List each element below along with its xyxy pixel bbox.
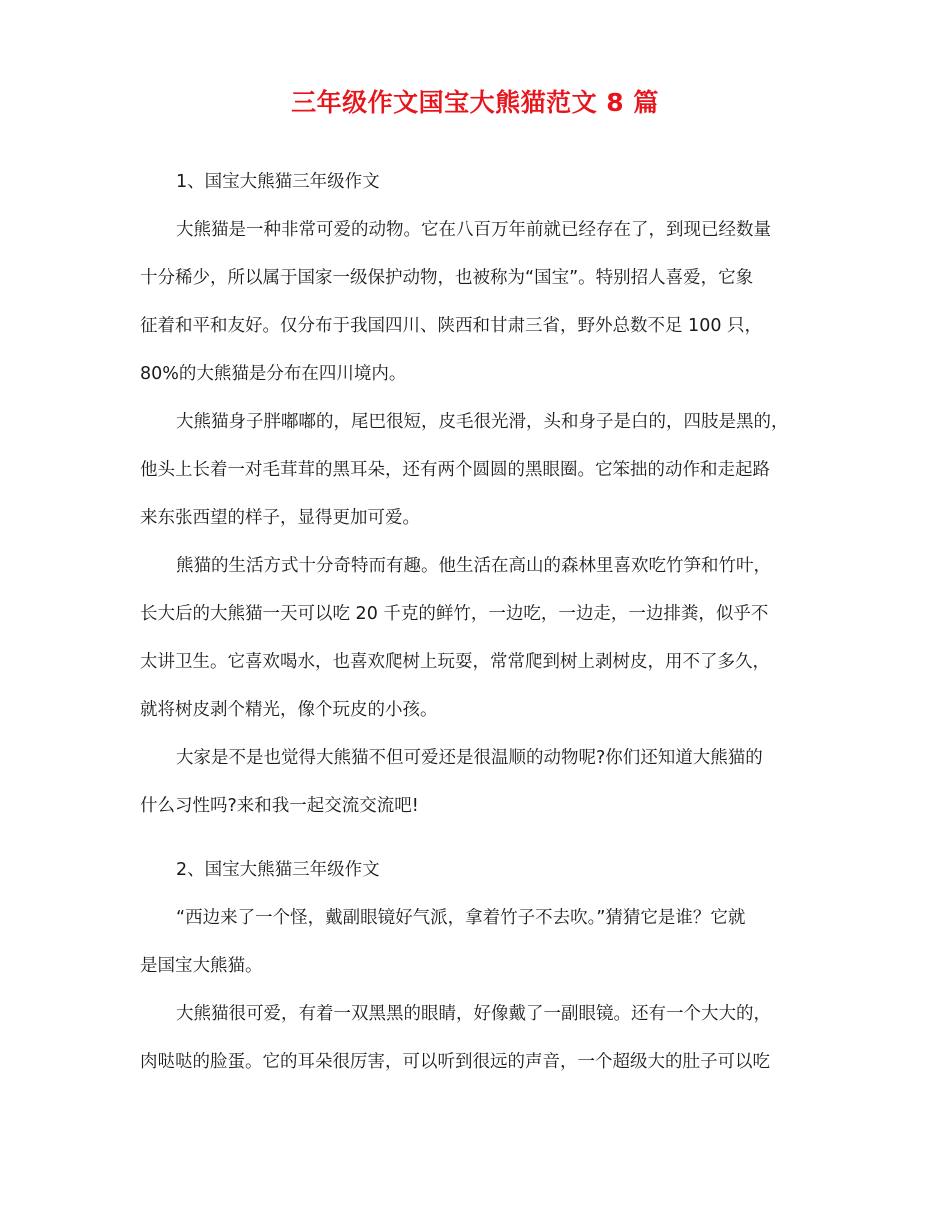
paragraph <box>140 406 830 550</box>
paragraph <box>140 902 830 998</box>
section-heading: 2、国宝大熊猫三年级作文 <box>176 860 380 880</box>
paragraph <box>140 214 830 406</box>
paragraph-line: 就将树皮剥个精光，像个玩皮的小孩。 <box>140 700 438 720</box>
paragraph-line: 来东张西望的样子，显得更加可爱。 <box>140 508 420 528</box>
paragraph-line: 大熊猫身子胖嘟嘟的，尾巴很短，皮毛很光滑，头和身子是白的，四肢是黑的， <box>176 412 789 432</box>
section-2 <box>140 854 830 1094</box>
paragraph-line: 长大后的大熊猫一天可以吃 20 千克的鲜竹，一边吃，一边走，一边排粪，似乎不 <box>140 604 769 624</box>
paragraph-line: “西边来了一个怪，戴副眼镜好气派，拿着竹子不去吹。”猜猜它是谁？它就 <box>176 908 746 928</box>
paragraph-line: 什么习性吗?来和我一起交流交流吧! <box>140 796 419 816</box>
paragraph-line: 太讲卫生。它喜欢喝水，也喜欢爬树上玩耍，常常爬到树上剥树皮，用不了多久， <box>140 652 770 672</box>
paragraph-line: 十分稀少，所以属于国家一级保护动物，也被称为“国宝”。特别招人喜爱，它象 <box>140 268 754 288</box>
paragraph-line: 熊猫的生活方式十分奇特而有趣。他生活在高山的森林里喜欢吃竹笋和竹叶， <box>176 556 771 576</box>
section-gap <box>140 838 830 854</box>
paragraph <box>140 998 830 1094</box>
section-heading: 1、国宝大熊猫三年级作文 <box>176 172 380 192</box>
paragraph-line: 大熊猫很可爱，有着一双黑黑的眼睛，好像戴了一副眼镜。还有一个大大的， <box>176 1004 771 1024</box>
paragraph-line: 肉哒哒的脸蛋。它的耳朵很厉害，可以听到很远的声音，一个超级大的肚子可以吃 <box>140 1052 770 1072</box>
paragraph-line: 大家是不是也觉得大熊猫不但可爱还是很温顺的动物呢?你们还知道大熊猫的 <box>176 748 763 768</box>
paragraph-line: 80%的大熊猫是分布在四川境内。 <box>140 364 407 384</box>
document-body <box>140 166 830 1094</box>
paragraph <box>140 742 830 838</box>
document-title: 三年级作文国宝大熊猫范文 8 篇 <box>291 88 659 117</box>
paragraph-line: 征着和平和友好。仅分布于我国四川、陕西和甘肃三省，野外总数不足 100 只， <box>140 316 763 336</box>
section-1 <box>140 166 830 838</box>
paragraph-line: 是国宝大熊猫。 <box>140 956 263 976</box>
paragraph <box>140 550 830 742</box>
paragraph-line: 他头上长着一对毛茸茸的黑耳朵，还有两个圆圆的黑眼圈。它笨拙的动作和走起路 <box>140 460 770 480</box>
paragraph-line: 大熊猫是一种非常可爱的动物。它在八百万年前就已经存在了，到现已经数量 <box>176 220 771 240</box>
